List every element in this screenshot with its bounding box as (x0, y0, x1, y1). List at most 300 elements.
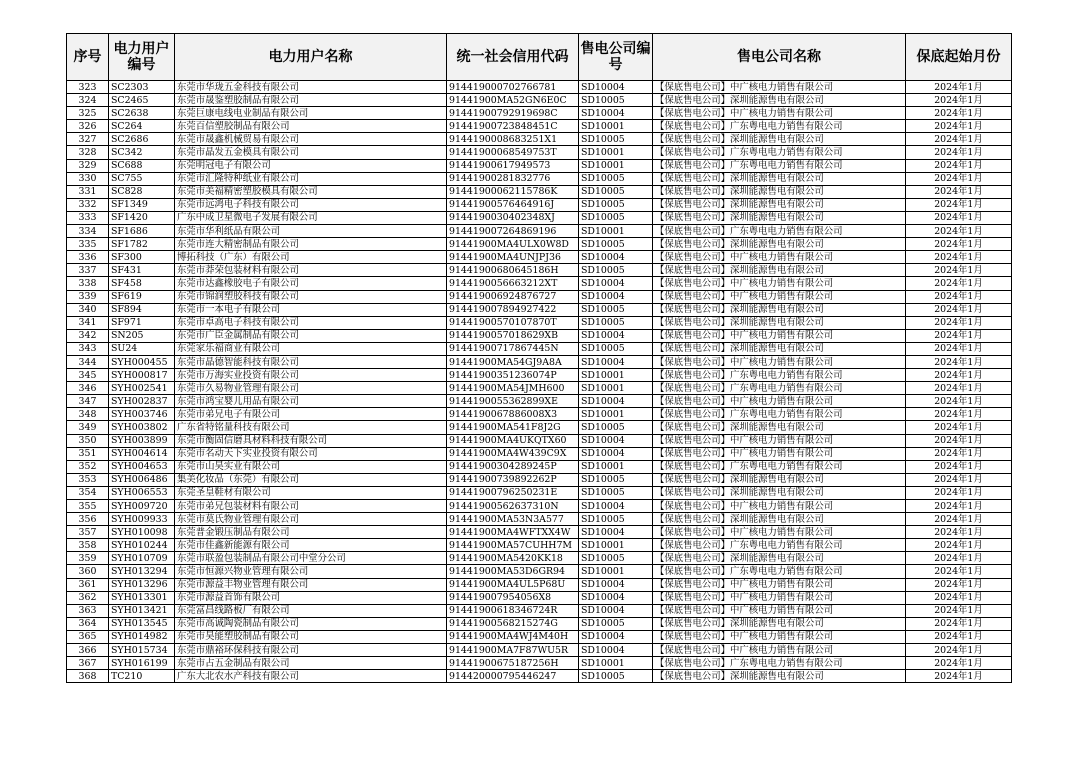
cell-start-month: 2024年1月 (906, 355, 1012, 368)
cell-user-code: SF458 (109, 277, 175, 290)
cell-supplier-name: 【保底售电公司】深圳能源售电有限公司 (653, 198, 906, 211)
cell-user-code: SF619 (109, 290, 175, 303)
cell-start-month: 2024年1月 (906, 421, 1012, 434)
cell-credit-code: 91441900MA4UL5P68U (447, 578, 579, 591)
table-row (67, 251, 1012, 264)
cell-supplier-name: 【保底售电公司】深圳能源售电有限公司 (653, 94, 906, 107)
cell-user-code: SYH006486 (109, 473, 175, 486)
cell-supplier-name: 【保底售电公司】深圳能源售电有限公司 (653, 473, 906, 486)
cell-user-name: 东莞市弟兄电子有限公司 (175, 408, 447, 421)
cell-supplier-code: SD10004 (579, 277, 653, 290)
cell-start-month: 2024年1月 (906, 329, 1012, 342)
cell-start-month: 2024年1月 (906, 447, 1012, 460)
cell-seq: 326 (67, 120, 109, 133)
cell-supplier-code: SD10001 (579, 460, 653, 473)
cell-credit-code: 91441900MA53N3A577 (447, 513, 579, 526)
cell-supplier-code: SD10001 (579, 159, 653, 172)
cell-seq: 334 (67, 225, 109, 238)
cell-user-code: SYH000817 (109, 369, 175, 382)
cell-start-month: 2024年1月 (906, 225, 1012, 238)
cell-supplier-name: 【保底售电公司】深圳能源售电有限公司 (653, 133, 906, 146)
cell-start-month: 2024年1月 (906, 657, 1012, 670)
cell-start-month: 2024年1月 (906, 342, 1012, 355)
cell-user-code: SF1782 (109, 238, 175, 251)
cell-seq: 365 (67, 630, 109, 643)
cell-credit-code: 91441900MA541F8J2G (447, 421, 579, 434)
cell-start-month: 2024年1月 (906, 303, 1012, 316)
cell-seq: 347 (67, 395, 109, 408)
cell-supplier-code: SD10004 (579, 251, 653, 264)
cell-credit-code: 914419007954056X8 (447, 591, 579, 604)
table-body (67, 81, 1012, 683)
cell-supplier-name: 【保底售电公司】深圳能源售电有限公司 (653, 316, 906, 329)
cell-user-name: 东莞市鼎裕环保科技有限公司 (175, 644, 447, 657)
table-header (67, 34, 1012, 81)
cell-user-name: 广东中成卫星微电子发展有限公司 (175, 211, 447, 224)
cell-user-name: 广东省特铭量科技有限公司 (175, 421, 447, 434)
cell-credit-code: 91441900MA54JMH600 (447, 382, 579, 395)
cell-supplier-code: SD10004 (579, 290, 653, 303)
cell-user-name: 东莞市弟兄包装材料有限公司 (175, 500, 447, 513)
table-row (67, 369, 1012, 382)
cell-user-code: SYH003802 (109, 421, 175, 434)
cell-start-month: 2024年1月 (906, 460, 1012, 473)
cell-start-month: 2024年1月 (906, 159, 1012, 172)
cell-supplier-name: 【保底售电公司】中广核电力销售有限公司 (653, 395, 906, 408)
table-row (67, 395, 1012, 408)
cell-credit-code: 914419007894927422 (447, 303, 579, 316)
cell-seq: 325 (67, 107, 109, 120)
cell-user-name: 东莞市晟鉴塑胶制品有限公司 (175, 94, 447, 107)
cell-supplier-name: 【保底售电公司】深圳能源售电有限公司 (653, 486, 906, 499)
cell-seq: 339 (67, 290, 109, 303)
cell-seq: 360 (67, 565, 109, 578)
cell-user-code: SYH009933 (109, 513, 175, 526)
table-row (67, 277, 1012, 290)
table-row (67, 630, 1012, 643)
cell-supplier-name: 【保底售电公司】中广核电力销售有限公司 (653, 290, 906, 303)
cell-supplier-name: 【保底售电公司】中广核电力销售有限公司 (653, 329, 906, 342)
cell-user-code: SYH014982 (109, 630, 175, 643)
cell-seq: 328 (67, 146, 109, 159)
table-row (67, 591, 1012, 604)
cell-seq: 359 (67, 552, 109, 565)
cell-credit-code: 914419006924876727 (447, 290, 579, 303)
table-row (67, 133, 1012, 146)
cell-credit-code: 91441900MA7F87WU5R (447, 644, 579, 657)
cell-seq: 354 (67, 486, 109, 499)
cell-user-code: SYH015734 (109, 644, 175, 657)
table-row (67, 264, 1012, 277)
cell-start-month: 2024年1月 (906, 382, 1012, 395)
cell-credit-code: 91441900MA53D6GR94 (447, 565, 579, 578)
cell-user-code: SC2686 (109, 133, 175, 146)
cell-supplier-code: SD10005 (579, 513, 653, 526)
cell-user-name: 东莞市联盈包装制品有限公司中堂分公司 (175, 552, 447, 565)
cell-credit-code: 91441900562637310N (447, 500, 579, 513)
table-row (67, 500, 1012, 513)
cell-credit-code: 91441900MA54GJ9A8A (447, 355, 579, 368)
cell-start-month: 2024年1月 (906, 251, 1012, 264)
cell-supplier-name: 【保底售电公司】中广核电力销售有限公司 (653, 81, 906, 94)
cell-supplier-code: SD10005 (579, 264, 653, 277)
cell-start-month: 2024年1月 (906, 644, 1012, 657)
cell-supplier-name: 【保底售电公司】深圳能源售电有限公司 (653, 421, 906, 434)
cell-user-name: 东莞富昌线路板厂有限公司 (175, 604, 447, 617)
table-row (67, 198, 1012, 211)
cell-user-name: 东莞市晶德智能科技有限公司 (175, 355, 447, 368)
cell-seq: 341 (67, 316, 109, 329)
cell-credit-code: 91441900618346724R (447, 604, 579, 617)
cell-supplier-code: SD10004 (579, 500, 653, 513)
cell-user-name: 东莞市占五金制品有限公司 (175, 657, 447, 670)
cell-supplier-name: 【保底售电公司】深圳能源售电有限公司 (653, 552, 906, 565)
table-row (67, 565, 1012, 578)
cell-user-name: 东莞市源益丰物业管理有限公司 (175, 578, 447, 591)
cell-seq: 324 (67, 94, 109, 107)
cell-supplier-code: SD10001 (579, 146, 653, 159)
table-row (67, 225, 1012, 238)
cell-user-code: SC688 (109, 159, 175, 172)
cell-start-month: 2024年1月 (906, 211, 1012, 224)
cell-supplier-code: SD10005 (579, 172, 653, 185)
cell-supplier-code: SD10005 (579, 473, 653, 486)
cell-seq: 352 (67, 460, 109, 473)
cell-start-month: 2024年1月 (906, 277, 1012, 290)
cell-start-month: 2024年1月 (906, 290, 1012, 303)
table-row (67, 81, 1012, 94)
cell-supplier-code: SD10004 (579, 644, 653, 657)
cell-credit-code: 91441900717867445N (447, 342, 579, 355)
cell-start-month: 2024年1月 (906, 146, 1012, 159)
cell-start-month: 2024年1月 (906, 539, 1012, 552)
table-row (67, 644, 1012, 657)
cell-user-code: SU24 (109, 342, 175, 355)
table-row (67, 290, 1012, 303)
cell-user-name: 东莞市连大精密制品有限公司 (175, 238, 447, 251)
cell-supplier-name: 【保底售电公司】中广核电力销售有限公司 (653, 630, 906, 643)
cell-credit-code: 91441900723848451C (447, 120, 579, 133)
header-seq: 序号 (67, 34, 109, 81)
cell-credit-code: 91441900MA4ULX0W8D (447, 238, 579, 251)
table-row (67, 382, 1012, 395)
cell-start-month: 2024年1月 (906, 133, 1012, 146)
cell-user-code: SC828 (109, 185, 175, 198)
cell-user-code: SYH010709 (109, 552, 175, 565)
cell-supplier-name: 【保底售电公司】广东粤电电力销售有限公司 (653, 159, 906, 172)
cell-supplier-name: 【保底售电公司】深圳能源售电有限公司 (653, 617, 906, 630)
table-row (67, 447, 1012, 460)
cell-start-month: 2024年1月 (906, 395, 1012, 408)
cell-seq: 368 (67, 670, 109, 683)
cell-supplier-name: 【保底售电公司】中广核电力销售有限公司 (653, 107, 906, 120)
cell-supplier-name: 【保底售电公司】广东粤电电力销售有限公司 (653, 120, 906, 133)
cell-user-code: SYH013296 (109, 578, 175, 591)
cell-supplier-name: 【保底售电公司】深圳能源售电有限公司 (653, 670, 906, 683)
cell-supplier-code: SD10005 (579, 238, 653, 251)
cell-seq: 363 (67, 604, 109, 617)
cell-start-month: 2024年1月 (906, 617, 1012, 630)
cell-credit-code: 9144190055362899XE (447, 395, 579, 408)
cell-supplier-code: SD10004 (579, 434, 653, 447)
cell-credit-code: 91441900281832776 (447, 172, 579, 185)
cell-supplier-code: SD10001 (579, 657, 653, 670)
cell-credit-code: 914419007264869196 (447, 225, 579, 238)
cell-user-name: 东莞市一本电子有限公司 (175, 303, 447, 316)
cell-user-code: SF1686 (109, 225, 175, 238)
cell-credit-code: 91441900MA4UNJPJ36 (447, 251, 579, 264)
cell-credit-code: 91441900MA4W439C9X (447, 447, 579, 460)
cell-user-code: SF1420 (109, 211, 175, 224)
cell-start-month: 2024年1月 (906, 565, 1012, 578)
cell-start-month: 2024年1月 (906, 630, 1012, 643)
cell-user-code: SYH004653 (109, 460, 175, 473)
cell-seq: 364 (67, 617, 109, 630)
table-row (67, 670, 1012, 683)
table-row (67, 539, 1012, 552)
cell-supplier-code: SD10001 (579, 539, 653, 552)
cell-user-name: 东莞巨康电线电业制品有限公司 (175, 107, 447, 120)
cell-supplier-name: 【保底售电公司】广东粤电电力销售有限公司 (653, 657, 906, 670)
cell-seq: 361 (67, 578, 109, 591)
cell-supplier-name: 【保底售电公司】深圳能源售电有限公司 (653, 513, 906, 526)
cell-supplier-code: SD10004 (579, 604, 653, 617)
cell-user-code: SYH013301 (109, 591, 175, 604)
cell-supplier-name: 【保底售电公司】中广核电力销售有限公司 (653, 251, 906, 264)
cell-user-name: 东莞市莽荣包装材料有限公司 (175, 264, 447, 277)
cell-user-name: 东莞市万海实业投资有限公司 (175, 369, 447, 382)
cell-credit-code: 91441900MA5420KK18 (447, 552, 579, 565)
cell-credit-code: 91441900304289245P (447, 460, 579, 473)
cell-seq: 338 (67, 277, 109, 290)
cell-user-code: SF894 (109, 303, 175, 316)
cell-supplier-code: SD10005 (579, 486, 653, 499)
cell-supplier-code: SD10004 (579, 81, 653, 94)
cell-supplier-name: 【保底售电公司】中广核电力销售有限公司 (653, 434, 906, 447)
cell-user-name: 东莞市恒源兴物业管理有限公司 (175, 565, 447, 578)
cell-seq: 367 (67, 657, 109, 670)
cell-start-month: 2024年1月 (906, 408, 1012, 421)
cell-supplier-code: SD10005 (579, 421, 653, 434)
cell-seq: 333 (67, 211, 109, 224)
cell-user-name: 东莞市高诚陶瓷制品有限公司 (175, 617, 447, 630)
cell-user-name: 东莞明冠电子有限公司 (175, 159, 447, 172)
cell-start-month: 2024年1月 (906, 591, 1012, 604)
cell-user-code: SF971 (109, 316, 175, 329)
cell-supplier-code: SD10001 (579, 565, 653, 578)
cell-supplier-name: 【保底售电公司】广东粤电电力销售有限公司 (653, 369, 906, 382)
cell-start-month: 2024年1月 (906, 172, 1012, 185)
cell-supplier-name: 【保底售电公司】深圳能源售电有限公司 (653, 264, 906, 277)
cell-supplier-code: SD10004 (579, 526, 653, 539)
cell-seq: 343 (67, 342, 109, 355)
table-row (67, 552, 1012, 565)
cell-user-code: SYH003899 (109, 434, 175, 447)
cell-supplier-code: SD10001 (579, 225, 653, 238)
cell-supplier-code: SD10001 (579, 408, 653, 421)
table-row (67, 355, 1012, 368)
header-start-month: 保底起始月份 (906, 34, 1012, 81)
cell-supplier-name: 【保底售电公司】深圳能源售电有限公司 (653, 342, 906, 355)
table-row (67, 460, 1012, 473)
cell-seq: 357 (67, 526, 109, 539)
header-user-code: 电力用户编号 (109, 34, 175, 81)
cell-seq: 355 (67, 500, 109, 513)
cell-supplier-code: SD10004 (579, 591, 653, 604)
cell-supplier-name: 【保底售电公司】中广核电力销售有限公司 (653, 591, 906, 604)
cell-supplier-code: SD10005 (579, 316, 653, 329)
cell-user-name: 东莞市鸿宝婴儿用品有限公司 (175, 395, 447, 408)
cell-supplier-code: SD10004 (579, 630, 653, 643)
cell-user-code: SF300 (109, 251, 175, 264)
cell-user-name: 东莞市源益首饰有限公司 (175, 591, 447, 604)
cell-start-month: 2024年1月 (906, 670, 1012, 683)
table-row (67, 434, 1012, 447)
cell-user-name: 集美化妆品（东莞）有限公司 (175, 473, 447, 486)
cell-user-name: 东莞普金锻压制品有限公司 (175, 526, 447, 539)
cell-seq: 323 (67, 81, 109, 94)
cell-start-month: 2024年1月 (906, 526, 1012, 539)
table-row (67, 526, 1012, 539)
cell-user-code: SYH013545 (109, 617, 175, 630)
cell-seq: 345 (67, 369, 109, 382)
cell-user-code: SC2303 (109, 81, 175, 94)
cell-supplier-code: SD10001 (579, 369, 653, 382)
cell-user-name: 东莞市晟鑫机械贸易有限公司 (175, 133, 447, 146)
cell-start-month: 2024年1月 (906, 513, 1012, 526)
cell-user-code: SYH013294 (109, 565, 175, 578)
cell-supplier-name: 【保底售电公司】中广核电力销售有限公司 (653, 578, 906, 591)
header-user-name: 电力用户名称 (175, 34, 447, 81)
cell-supplier-code: SD10005 (579, 185, 653, 198)
cell-seq: 358 (67, 539, 109, 552)
cell-supplier-name: 【保底售电公司】广东粤电电力销售有限公司 (653, 565, 906, 578)
cell-seq: 337 (67, 264, 109, 277)
user-supplier-table (66, 33, 1012, 683)
cell-start-month: 2024年1月 (906, 238, 1012, 251)
cell-credit-code: 9144190056663212XT (447, 277, 579, 290)
cell-supplier-name: 【保底售电公司】广东粤电电力销售有限公司 (653, 539, 906, 552)
cell-seq: 346 (67, 382, 109, 395)
cell-user-name: 东莞市晶发五金模具有限公司 (175, 146, 447, 159)
cell-user-code: SYH009720 (109, 500, 175, 513)
cell-credit-code: 914420000795446247 (447, 670, 579, 683)
cell-user-code: SF431 (109, 264, 175, 277)
cell-credit-code: 91441900680645186H (447, 264, 579, 277)
cell-seq: 342 (67, 329, 109, 342)
cell-credit-code: 91441900MA4UKQTX60 (447, 434, 579, 447)
cell-user-name: 东莞市锦润塑胶科技有限公司 (175, 290, 447, 303)
cell-user-name: 东莞市达鑫橡胶电子有限公司 (175, 277, 447, 290)
cell-start-month: 2024年1月 (906, 198, 1012, 211)
cell-user-name: 东莞市久易物业管理有限公司 (175, 382, 447, 395)
cell-supplier-name: 【保底售电公司】深圳能源售电有限公司 (653, 172, 906, 185)
cell-credit-code: 91441900MA4WFTXX4W (447, 526, 579, 539)
cell-seq: 340 (67, 303, 109, 316)
cell-supplier-code: SD10004 (579, 578, 653, 591)
cell-supplier-name: 【保底售电公司】中广核电力销售有限公司 (653, 355, 906, 368)
cell-user-code: SYH010098 (109, 526, 175, 539)
cell-user-code: SN205 (109, 329, 175, 342)
table-row (67, 329, 1012, 342)
cell-credit-code: 9144190057018629XB (447, 329, 579, 342)
cell-supplier-name: 【保底售电公司】深圳能源售电有限公司 (653, 303, 906, 316)
header-supplier-code: 售电公司编号 (579, 34, 653, 81)
cell-seq: 331 (67, 185, 109, 198)
cell-supplier-name: 【保底售电公司】中广核电力销售有限公司 (653, 277, 906, 290)
cell-user-code: SC755 (109, 172, 175, 185)
cell-supplier-code: SD10004 (579, 355, 653, 368)
cell-user-code: SC342 (109, 146, 175, 159)
cell-supplier-code: SD10005 (579, 552, 653, 565)
cell-user-name: 博拓科技（广东）有限公司 (175, 251, 447, 264)
cell-seq: 362 (67, 591, 109, 604)
cell-supplier-name: 【保底售电公司】广东粤电电力销售有限公司 (653, 460, 906, 473)
table-row (67, 421, 1012, 434)
cell-user-name: 东莞市华利纸品有限公司 (175, 225, 447, 238)
cell-user-code: SC2638 (109, 107, 175, 120)
cell-supplier-code: SD10004 (579, 447, 653, 460)
table-row (67, 657, 1012, 670)
cell-user-code: SC2465 (109, 94, 175, 107)
cell-user-code: SYH010244 (109, 539, 175, 552)
cell-seq: 366 (67, 644, 109, 657)
header-credit-code: 统一社会信用代码 (447, 34, 579, 81)
cell-user-code: SYH003746 (109, 408, 175, 421)
cell-seq: 349 (67, 421, 109, 434)
cell-seq: 344 (67, 355, 109, 368)
cell-start-month: 2024年1月 (906, 578, 1012, 591)
cell-supplier-code: SD10005 (579, 303, 653, 316)
cell-seq: 336 (67, 251, 109, 264)
cell-user-code: SC264 (109, 120, 175, 133)
table-row (67, 473, 1012, 486)
cell-seq: 351 (67, 447, 109, 460)
header-supplier-name: 售电公司名称 (653, 34, 906, 81)
cell-supplier-code: SD10005 (579, 670, 653, 683)
cell-start-month: 2024年1月 (906, 369, 1012, 382)
table-row (67, 303, 1012, 316)
cell-user-name: 东莞市华珑五金科技有限公司 (175, 81, 447, 94)
cell-supplier-name: 【保底售电公司】深圳能源售电有限公司 (653, 211, 906, 224)
cell-user-name: 东莞市汇隆特种纸业有限公司 (175, 172, 447, 185)
cell-supplier-name: 【保底售电公司】中广核电力销售有限公司 (653, 604, 906, 617)
cell-start-month: 2024年1月 (906, 316, 1012, 329)
table-row (67, 94, 1012, 107)
cell-supplier-code: SD10005 (579, 211, 653, 224)
cell-credit-code: 91441900MA4WJ4M40H (447, 630, 579, 643)
user-supplier-table-sheet (66, 33, 1011, 683)
cell-user-code: SF1349 (109, 198, 175, 211)
table-row (67, 342, 1012, 355)
cell-user-name: 东莞市美福精密塑胶模具有限公司 (175, 185, 447, 198)
cell-credit-code: 91441900351236074P (447, 369, 579, 382)
cell-credit-code: 91441900617949573 (447, 159, 579, 172)
cell-credit-code: 9144190008683251X1 (447, 133, 579, 146)
cell-credit-code: 91441900739892262P (447, 473, 579, 486)
cell-user-name: 东莞市莫氏物业管理有限公司 (175, 513, 447, 526)
cell-credit-code: 91441900068549753T (447, 146, 579, 159)
table-row (67, 211, 1012, 224)
cell-start-month: 2024年1月 (906, 434, 1012, 447)
cell-start-month: 2024年1月 (906, 120, 1012, 133)
cell-credit-code: 91441900796250231E (447, 486, 579, 499)
table-row (67, 578, 1012, 591)
table-row (67, 513, 1012, 526)
cell-credit-code: 91441900062115786K (447, 185, 579, 198)
table-row (67, 120, 1012, 133)
table-row (67, 185, 1012, 198)
